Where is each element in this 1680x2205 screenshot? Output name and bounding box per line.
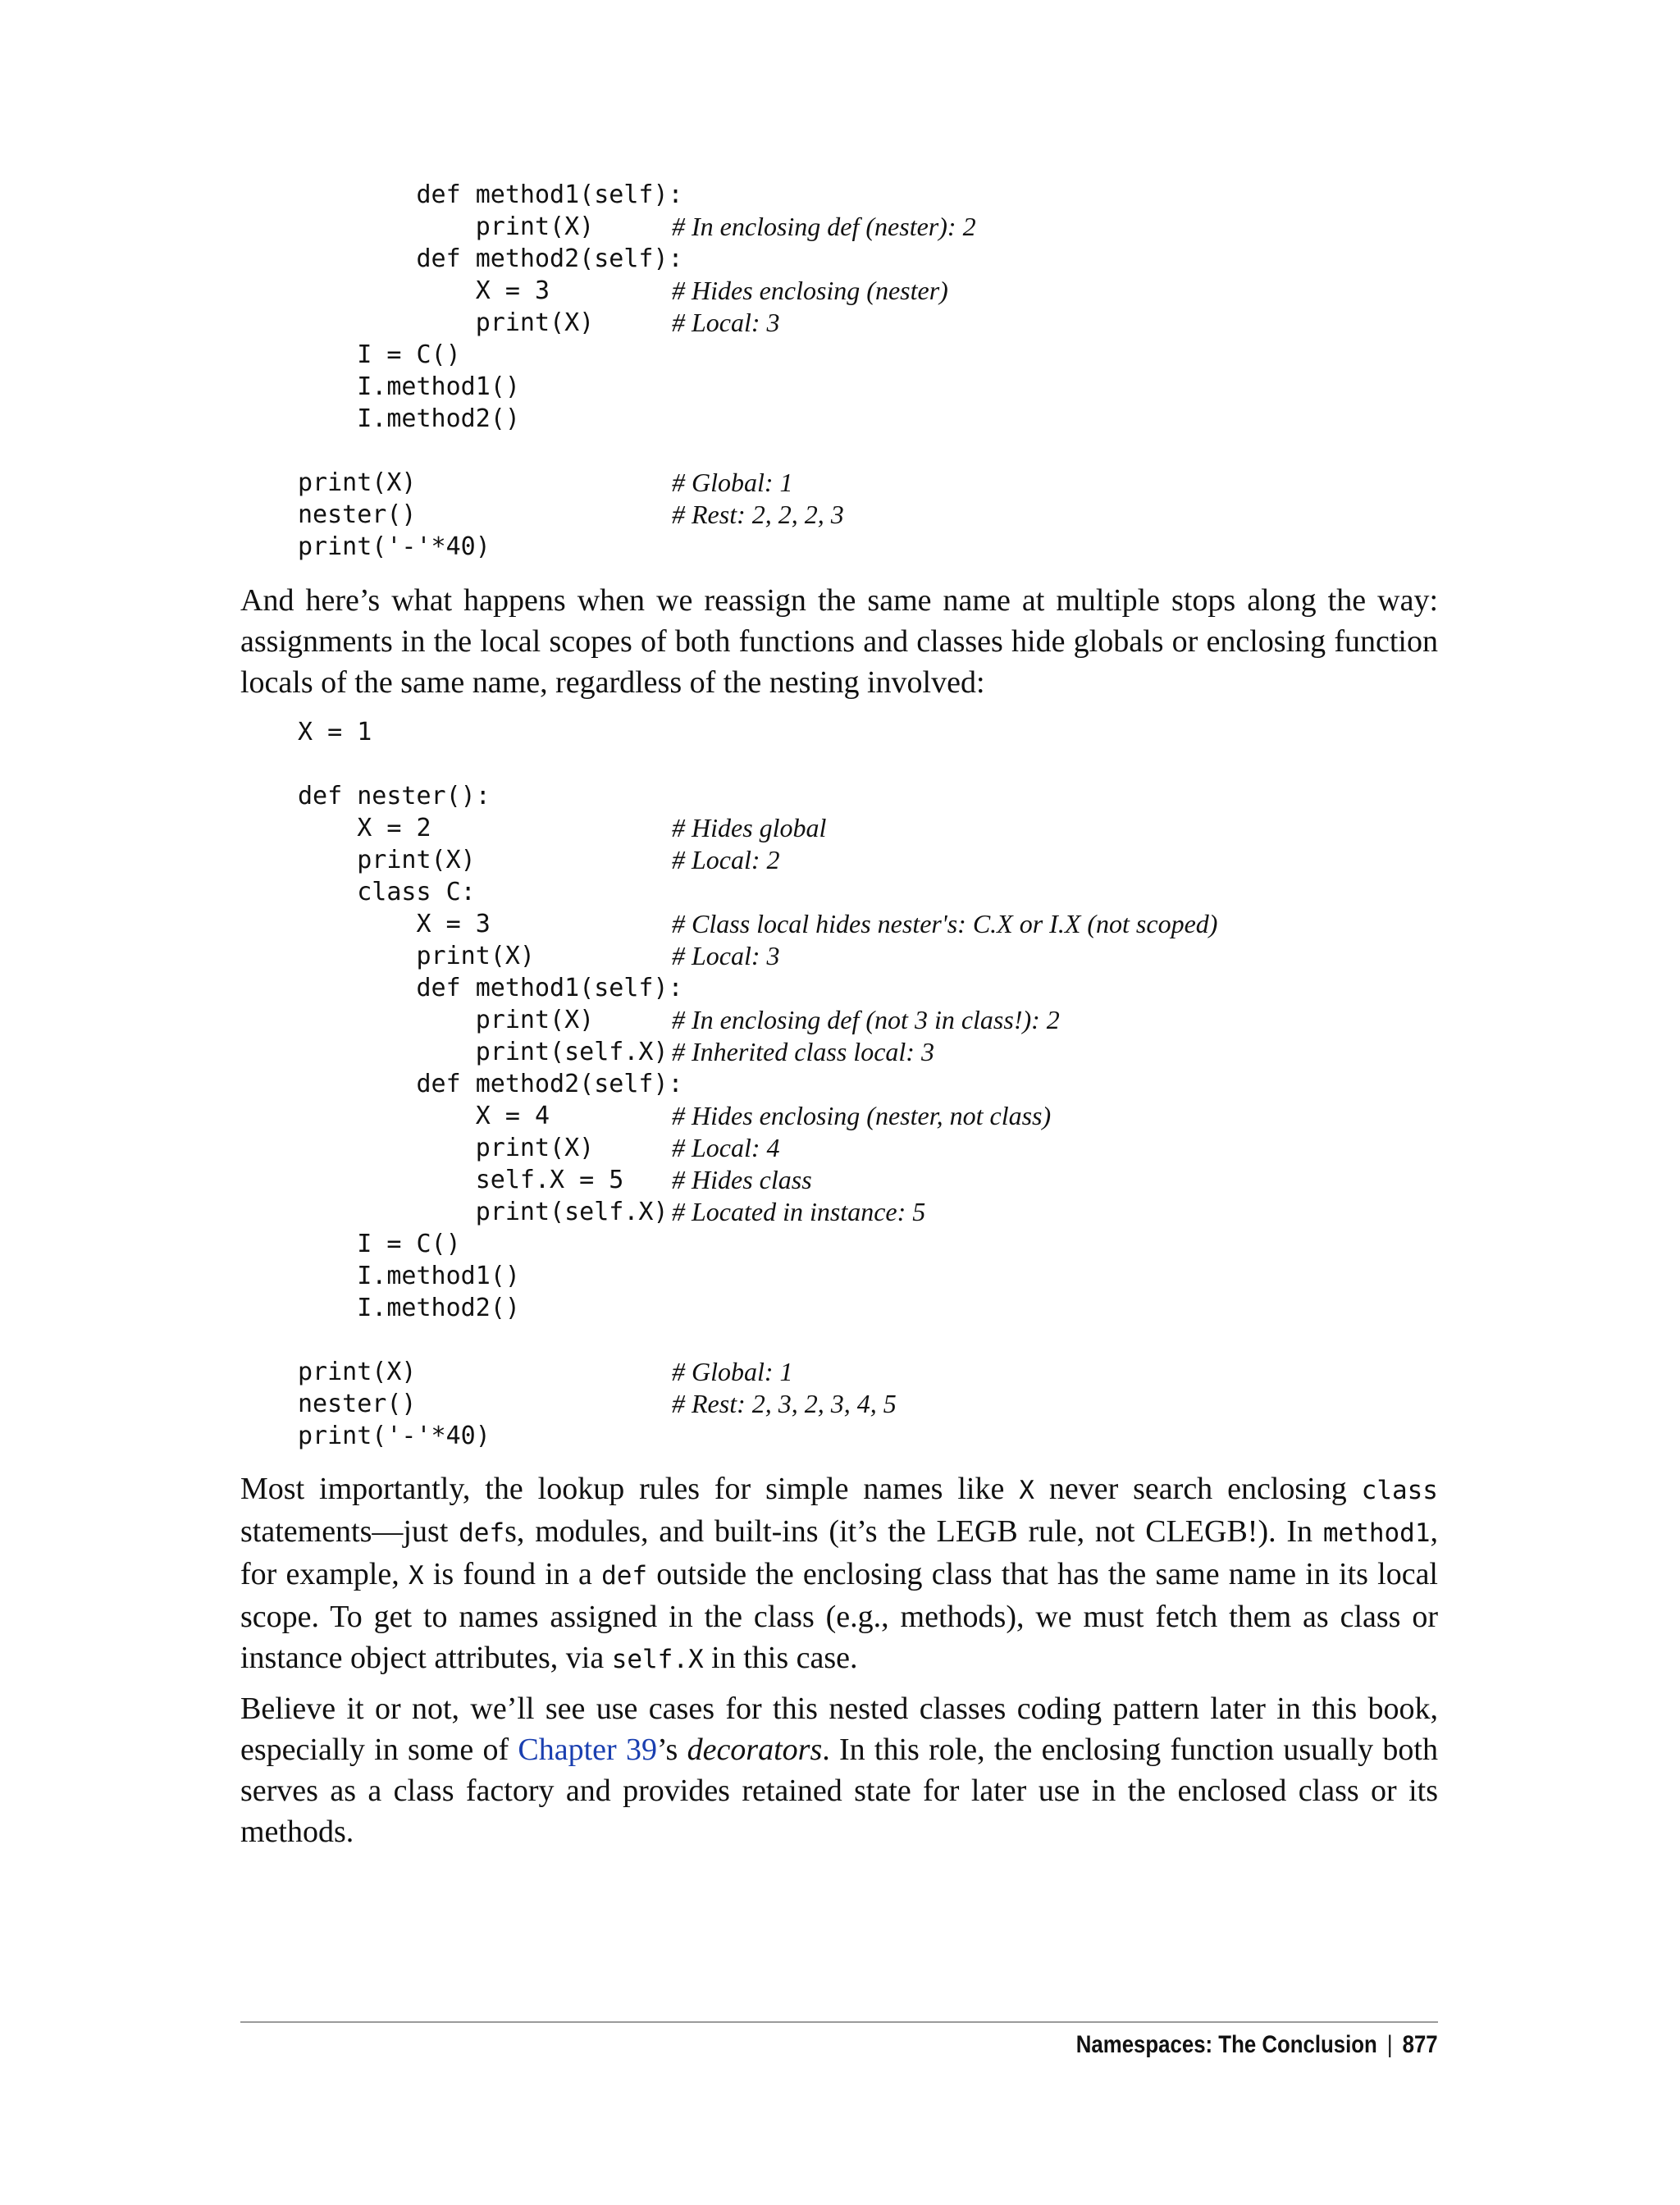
inline-code: def	[601, 1561, 648, 1591]
text-run: ’s	[656, 1732, 687, 1767]
paragraph-2	[240, 1468, 1438, 1680]
page-number: 877	[1402, 2031, 1438, 2058]
footer-separator: |	[1387, 2031, 1393, 2058]
code-comment: # Hides enclosing (nester, not class)	[672, 1101, 1052, 1130]
code-text: print('-'*40)	[298, 532, 491, 561]
code-comment: # In enclosing def (nester): 2	[672, 212, 976, 241]
text-run: statements—just	[240, 1514, 459, 1549]
inline-code: def	[459, 1518, 505, 1548]
inline-code: X	[1019, 1476, 1034, 1505]
code-comment: # Local: 3	[672, 941, 780, 970]
inline-code: X	[408, 1561, 424, 1591]
text-run: in this case.	[703, 1641, 858, 1675]
code-comment: # Global: 1	[672, 468, 793, 497]
code-text: print(X)	[298, 846, 476, 874]
code-text: def method1(self):	[298, 180, 683, 209]
code-text: X = 3	[298, 276, 550, 305]
code-text: print(X)	[298, 1358, 417, 1386]
chapter-title: Namespaces: The Conclusion	[1076, 2031, 1378, 2058]
code-text: I = C()	[298, 340, 461, 369]
code-comment: # Located in instance: 5	[672, 1197, 926, 1226]
footer-rule	[240, 2021, 1438, 2023]
text-run: never search enclosing	[1034, 1472, 1362, 1506]
code-text: nester()	[298, 500, 417, 529]
code-comment: # Local: 4	[672, 1133, 780, 1162]
code-text: I.method2()	[298, 404, 520, 433]
paragraph-3	[240, 1688, 1438, 1852]
code-comment: # Hides class	[672, 1165, 812, 1194]
code-text: I.method1()	[298, 372, 520, 401]
code-text: print(X)	[298, 212, 595, 241]
chapter-39-link[interactable]: Chapter 39	[518, 1732, 657, 1767]
code-text: print(X)	[298, 308, 595, 337]
code-comment: # Hides global	[672, 813, 827, 842]
code-text: def method2(self):	[298, 1070, 683, 1098]
code-text: def method1(self):	[298, 974, 683, 1002]
code-text: def method2(self):	[298, 244, 683, 273]
code-comment: # Class local hides nester's: C.X or I.X (not scoped)	[672, 909, 1218, 938]
code-comment: # Inherited class local: 3	[672, 1037, 934, 1066]
inline-code: class	[1361, 1476, 1438, 1505]
code-text: print(self.X)	[298, 1198, 669, 1226]
code-text: print(X)	[298, 942, 535, 970]
code-text: def nester():	[298, 782, 491, 810]
text-run: , for example,	[240, 1514, 1438, 1591]
text-run: Most importantly, the lookup rules for simple names like	[240, 1472, 1020, 1506]
page-footer	[1076, 2028, 1438, 2062]
code-comment: # Local: 3	[672, 308, 780, 337]
inline-code: self.X	[611, 1645, 704, 1674]
code-text: nester()	[298, 1390, 417, 1418]
code-comment: # Rest: 2, 3, 2, 3, 4, 5	[672, 1389, 897, 1418]
code-text: X = 2	[298, 814, 431, 842]
code-text: self.X = 5	[298, 1166, 624, 1194]
code-text: X = 4	[298, 1102, 550, 1130]
code-comment: # Local: 2	[672, 845, 780, 874]
code-text: I.method2()	[298, 1294, 520, 1322]
text-run: . In this role, the enclosing function usually both serves as a class factory and provides retained state for later use in the enclosed class or its methods.	[240, 1732, 1438, 1849]
code-text: print(X)	[298, 1134, 595, 1162]
code-text: print(X)	[298, 468, 417, 497]
code-comment: # Rest: 2, 2, 2, 3	[672, 500, 844, 529]
code-text: class C:	[298, 878, 476, 906]
text-run: outside the enclosing class that has the same name in its local scope. To get to names assigned in the class (e.g., methods), we must fetch them as class or instance object attributes, via	[240, 1557, 1438, 1675]
emphasis: decorators	[687, 1732, 823, 1767]
code-text: print('-'*40)	[298, 1422, 491, 1450]
text-run: s, modules, and built-ins (it’s the LEGB rule, not CLEGB!). In	[504, 1514, 1323, 1549]
code-text: I = C()	[298, 1230, 461, 1258]
code-comment: # In enclosing def (not 3 in class!): 2	[672, 1005, 1060, 1034]
code-text: print(X)	[298, 1006, 595, 1034]
code-text: print(self.X)	[298, 1038, 669, 1066]
text-run: Believe it or not, we’ll see use cases for this nested classes coding pattern later in this book, especially in some of	[240, 1691, 1438, 1767]
text-run: is found in a	[423, 1557, 602, 1591]
paragraph-1: And here’s what happens when we reassign the same name at multiple stops along the way: assignments in the local scopes of both functions and classes hide globals or enclosing function locals of the same name, regardless of the nesting involved:	[240, 583, 1438, 700]
code-text: X = 1	[298, 718, 372, 746]
code-text: I.method1()	[298, 1262, 520, 1290]
code-comment: # Hides enclosing (nester)	[672, 276, 948, 305]
inline-code: method1	[1322, 1518, 1431, 1548]
code-text: X = 3	[298, 910, 491, 938]
code-comment: # Global: 1	[672, 1357, 793, 1386]
